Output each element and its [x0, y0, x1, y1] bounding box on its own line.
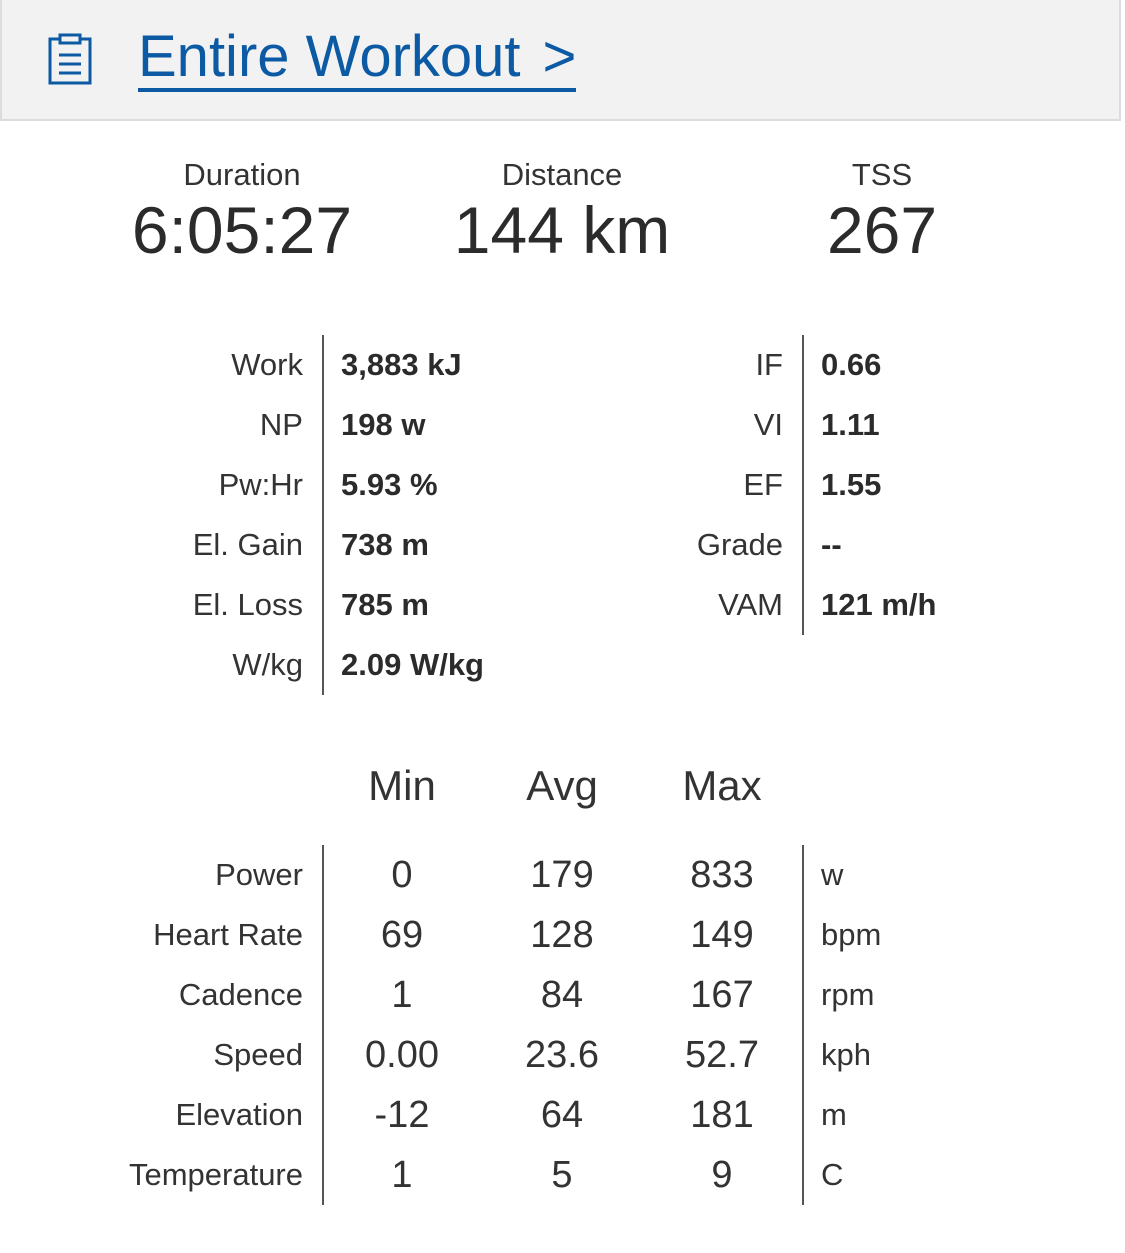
stat-avg-power: 179 — [530, 854, 594, 896]
metric-value-work: 3,883 kJ — [341, 347, 462, 382]
stat-label-power: Power — [215, 857, 303, 892]
stat-unit-speed: kph — [821, 1037, 871, 1072]
metric-value-if: 0.66 — [821, 347, 882, 382]
stat-label-speed: Speed — [213, 1037, 303, 1072]
metric-label-ef: EF — [743, 467, 783, 502]
metric-label-grade: Grade — [696, 527, 783, 562]
summary-distance — [412, 157, 712, 265]
metric-label-work: Work — [231, 347, 303, 382]
stat-min-elevation: -12 — [374, 1094, 430, 1136]
summary-label: TSS — [851, 157, 913, 192]
stats-header-max: Max — [682, 762, 762, 809]
summary-value: 144 km — [453, 193, 671, 267]
metric-value-vam: 121 m/h — [821, 587, 937, 622]
chevron-right-icon: > — [542, 24, 577, 89]
stat-min-power: 0 — [391, 854, 413, 896]
stat-max-power: 833 — [690, 854, 754, 896]
workout-header — [0, 0, 1121, 121]
metric-value-el-loss: 785 m — [341, 587, 429, 622]
metric-label-el-gain: El. Gain — [192, 527, 303, 562]
stat-unit-temperature: C — [821, 1157, 844, 1192]
stat-unit-heart-rate: bpm — [821, 917, 882, 952]
metric-value-grade: -- — [821, 527, 842, 562]
stat-max-heart-rate: 149 — [690, 914, 754, 956]
stats-header-min: Min — [368, 762, 436, 809]
stat-min-temperature: 1 — [391, 1154, 413, 1196]
stat-max-temperature: 9 — [711, 1154, 733, 1196]
metrics-left-divider — [322, 335, 324, 695]
stat-unit-power: w — [821, 857, 844, 892]
entire-workout-link[interactable] — [138, 26, 576, 92]
stat-label-heart-rate: Heart Rate — [153, 917, 303, 952]
summary-value: 267 — [826, 193, 938, 267]
summary-label: Distance — [501, 157, 623, 192]
clipboard-icon — [48, 33, 92, 85]
stat-avg-speed: 23.6 — [525, 1034, 599, 1076]
stat-label-elevation: Elevation — [175, 1097, 303, 1132]
metric-label-np: NP — [259, 407, 303, 442]
stat-max-elevation: 181 — [690, 1094, 754, 1136]
stats-header-avg: Avg — [526, 762, 598, 809]
stat-min-speed: 0.00 — [365, 1034, 439, 1076]
stat-min-cadence: 1 — [391, 974, 413, 1016]
summary-tss — [732, 157, 1032, 265]
stat-max-cadence: 167 — [690, 974, 754, 1016]
stat-avg-heart-rate: 128 — [530, 914, 594, 956]
stat-unit-elevation: m — [821, 1097, 847, 1132]
stat-max-speed: 52.7 — [685, 1034, 759, 1076]
metric-value-vi: 1.11 — [821, 407, 880, 442]
metric-value-el-gain: 738 m — [341, 527, 429, 562]
stat-avg-temperature: 5 — [551, 1154, 573, 1196]
metric-label-vi: VI — [753, 407, 783, 442]
metric-label-el-loss: El. Loss — [192, 587, 303, 622]
metric-value-ef: 1.55 — [821, 467, 882, 502]
stat-unit-cadence: rpm — [821, 977, 875, 1012]
metric-label-wkg: W/kg — [232, 647, 303, 682]
stat-avg-elevation: 64 — [540, 1094, 584, 1136]
summary-label: Duration — [183, 157, 301, 192]
stats-right-divider — [802, 845, 804, 1205]
metric-value-np: 198 w — [341, 407, 426, 442]
stat-min-heart-rate: 69 — [380, 914, 424, 956]
entire-workout-title: Entire Workout — [138, 24, 521, 89]
metric-label-if: IF — [755, 347, 783, 382]
metric-value-pwhr: 5.93 % — [341, 467, 438, 502]
stat-label-temperature: Temperature — [128, 1157, 303, 1192]
stat-label-cadence: Cadence — [178, 977, 303, 1012]
metric-label-vam: VAM — [718, 587, 783, 622]
metric-label-pwhr: Pw:Hr — [218, 467, 303, 502]
stat-avg-cadence: 84 — [540, 974, 584, 1016]
metrics-right-divider — [802, 335, 804, 635]
summary-value: 6:05:27 — [131, 193, 353, 267]
summary-duration — [92, 157, 392, 265]
metric-value-wkg: 2.09 W/kg — [341, 647, 484, 682]
